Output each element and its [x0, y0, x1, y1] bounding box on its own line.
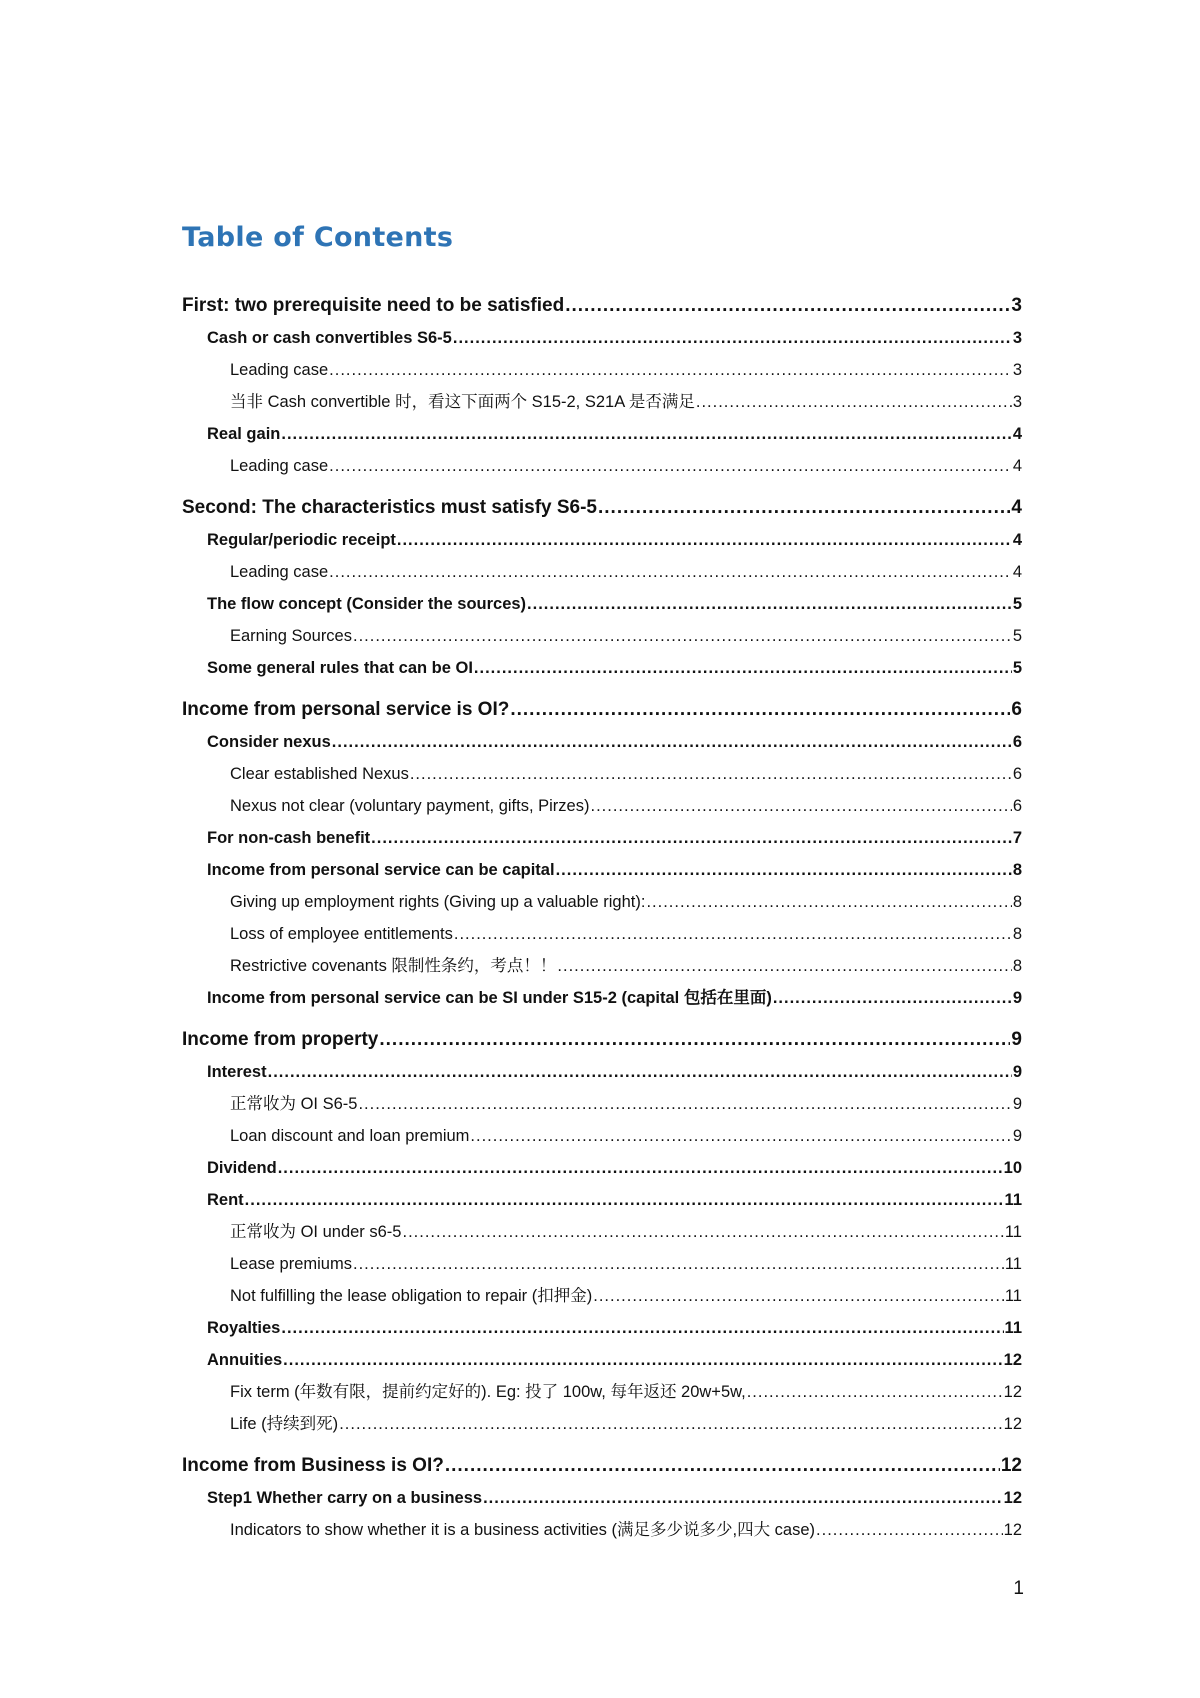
toc-dot-leader: [565, 290, 1010, 322]
toc-entry-title: Earning Sources: [230, 627, 352, 645]
toc-entry-page: 11: [1004, 1287, 1022, 1305]
toc-dot-leader: [397, 524, 1012, 556]
toc-entry-title: Life (持续到死): [230, 1415, 339, 1433]
toc-dot-leader: [353, 1248, 1004, 1280]
page-number: 1: [1013, 1578, 1024, 1599]
toc-entry-title: Cash or cash convertibles S6-5: [207, 329, 452, 347]
toc-entry-title: Income from Business is OI?: [182, 1455, 444, 1476]
toc-entry-level-2[interactable]: [182, 982, 1022, 1014]
toc-entry-level-3[interactable]: [182, 790, 1022, 822]
toc-dot-leader: [278, 1152, 1003, 1184]
toc-entry-level-1[interactable]: [182, 1450, 1022, 1482]
toc-entry-title: Nexus not clear (voluntary payment, gifts, Pirzes): [230, 797, 590, 815]
toc-dot-leader: [474, 652, 1012, 684]
toc-entry-level-2[interactable]: [182, 1152, 1022, 1184]
toc-dot-leader: [598, 492, 1010, 524]
toc-entry-title: Leading case: [230, 361, 329, 379]
toc-entry-title: Fix term (年数有限，提前约定好的). Eg: 投了 100w, 每年返还 20w+5w,: [230, 1383, 746, 1401]
toc-dot-leader: [510, 694, 1010, 726]
toc-entry-page: 7: [1012, 829, 1022, 847]
toc-entry-level-2[interactable]: [182, 1056, 1022, 1088]
toc-dot-leader: [371, 822, 1012, 854]
toc-entry-title: Giving up employment rights (Giving up a valuable right):: [230, 893, 646, 911]
table-of-contents: [182, 290, 1022, 1546]
toc-entry-title: Real gain: [207, 425, 281, 443]
toc-dot-leader: [281, 1312, 1003, 1344]
toc-entry-level-2[interactable]: [182, 1482, 1022, 1514]
toc-entry-page: 9: [1012, 989, 1022, 1007]
toc-dot-leader: [339, 1408, 1002, 1440]
toc-entry-title: 正常收为 OI under s6-5: [230, 1223, 402, 1241]
toc-dot-leader: [281, 418, 1011, 450]
toc-entry-level-3[interactable]: [182, 556, 1022, 588]
toc-entry-page: 12: [1000, 1455, 1022, 1476]
toc-dot-leader: [402, 1216, 1003, 1248]
toc-entry-level-1[interactable]: [182, 1024, 1022, 1056]
toc-entry-page: 9: [1012, 1127, 1022, 1145]
toc-entry-page: 4: [1012, 531, 1022, 549]
toc-entry-level-3[interactable]: [182, 1408, 1022, 1440]
toc-dot-leader: [590, 790, 1011, 822]
toc-entry-level-3[interactable]: [182, 1088, 1022, 1120]
toc-entry-title: The flow concept (Consider the sources): [207, 595, 527, 613]
toc-entry-title: Leading case: [230, 457, 329, 475]
toc-entry-page: 6: [1012, 797, 1022, 815]
toc-entry-title: Dividend: [207, 1159, 277, 1177]
toc-entry-page: 9: [1011, 1029, 1022, 1050]
toc-dot-leader: [379, 1024, 1010, 1056]
toc-entry-page: 11: [1004, 1191, 1022, 1209]
toc-entry-page: 11: [1004, 1223, 1022, 1241]
toc-entry-page: 4: [1012, 457, 1022, 475]
toc-dot-leader: [353, 620, 1012, 652]
toc-dot-leader: [358, 1088, 1011, 1120]
toc-entry-page: 11: [1004, 1319, 1022, 1337]
toc-entry-title: Consider nexus: [207, 733, 331, 751]
toc-entry-page: 5: [1012, 627, 1022, 645]
toc-entry-level-2[interactable]: [182, 652, 1022, 684]
toc-dot-leader: [410, 758, 1012, 790]
toc-entry-level-3[interactable]: [182, 1514, 1022, 1546]
toc-entry-title: Second: The characteristics must satisfy S6-5: [182, 497, 597, 518]
toc-entry-title: Income from personal service can be capital: [207, 861, 555, 879]
toc-dot-leader: [483, 1482, 1003, 1514]
toc-dot-leader: [646, 886, 1011, 918]
toc-entry-page: 4: [1012, 563, 1022, 581]
toc-entry-page: 9: [1012, 1095, 1022, 1113]
toc-entry-page: 5: [1012, 659, 1022, 677]
toc-entry-page: 8: [1012, 957, 1022, 975]
toc-entry-level-2[interactable]: [182, 1184, 1022, 1216]
toc-entry-level-3[interactable]: [182, 950, 1022, 982]
toc-entry-level-3[interactable]: [182, 450, 1022, 482]
toc-entry-title: For non-cash benefit: [207, 829, 371, 847]
toc-entry-page: 4: [1011, 497, 1022, 518]
toc-entry-page: 3: [1012, 393, 1022, 411]
toc-entry-level-1[interactable]: [182, 290, 1022, 322]
toc-entry-page: 8: [1012, 925, 1022, 943]
toc-entry-page: 3: [1011, 295, 1022, 316]
toc-entry-level-2[interactable]: [182, 524, 1022, 556]
toc-entry-level-3[interactable]: [182, 758, 1022, 790]
toc-entry-title: Clear established Nexus: [230, 765, 409, 783]
toc-dot-leader: [773, 982, 1012, 1014]
toc-entry-level-3[interactable]: [182, 918, 1022, 950]
toc-entry-page: 10: [1003, 1159, 1022, 1177]
toc-entry-page: 4: [1012, 425, 1022, 443]
toc-dot-leader: [329, 354, 1012, 386]
toc-entry-level-2[interactable]: [182, 418, 1022, 450]
toc-dot-leader: [268, 1056, 1012, 1088]
toc-entry-page: 12: [1003, 1383, 1022, 1401]
toc-entry-level-2[interactable]: [182, 322, 1022, 354]
toc-dot-leader: [696, 386, 1012, 418]
toc-entry-page: 6: [1012, 765, 1022, 783]
toc-dot-leader: [245, 1184, 1004, 1216]
toc-entry-level-1[interactable]: [182, 694, 1022, 726]
toc-entry-level-3[interactable]: [182, 1120, 1022, 1152]
toc-entry-page: 3: [1012, 361, 1022, 379]
toc-dot-leader: [329, 450, 1012, 482]
toc-entry-page: 12: [1003, 1521, 1022, 1539]
toc-entry-page: 8: [1012, 861, 1022, 879]
toc-entry-page: 12: [1003, 1489, 1022, 1507]
toc-dot-leader: [329, 556, 1012, 588]
toc-entry-page: 12: [1003, 1351, 1022, 1369]
toc-entry-level-3[interactable]: [182, 620, 1022, 652]
toc-entry-level-2[interactable]: [182, 588, 1022, 620]
toc-entry-title: Lease premiums: [230, 1255, 352, 1273]
toc-entry-level-2[interactable]: [182, 822, 1022, 854]
toc-title: Table of Contents: [182, 222, 454, 253]
toc-entry-level-3[interactable]: [182, 1216, 1022, 1248]
toc-entry-title: 当非 Cash convertible 时，看这下面两个 S15-2, S21A 是否满足: [230, 393, 695, 411]
toc-entry-page: 12: [1003, 1415, 1022, 1433]
toc-entry-title: Loan discount and loan premium: [230, 1127, 470, 1145]
toc-entry-level-2[interactable]: [182, 1344, 1022, 1376]
toc-dot-leader: [283, 1344, 1002, 1376]
toc-entry-title: Not fulfilling the lease obligation to repair (扣押金): [230, 1287, 593, 1305]
toc-entry-title: First: two prerequisite need to be satisfied: [182, 295, 565, 316]
toc-entry-level-3[interactable]: [182, 354, 1022, 386]
toc-entry-page: 6: [1011, 699, 1022, 720]
toc-entry-title: Income from property: [182, 1029, 379, 1050]
toc-entry-level-3[interactable]: [182, 1280, 1022, 1312]
toc-entry-level-3[interactable]: [182, 1376, 1022, 1408]
toc-entry-level-2[interactable]: [182, 726, 1022, 758]
toc-dot-leader: [453, 322, 1012, 354]
toc-entry-level-3[interactable]: [182, 1248, 1022, 1280]
toc-entry-level-2[interactable]: [182, 1312, 1022, 1344]
toc-dot-leader: [445, 1450, 1000, 1482]
toc-entry-title: Interest: [207, 1063, 267, 1081]
toc-entry-page: 9: [1012, 1063, 1022, 1081]
toc-dot-leader: [816, 1514, 1003, 1546]
toc-entry-level-3[interactable]: [182, 886, 1022, 918]
toc-entry-title: Annuities: [207, 1351, 283, 1369]
toc-entry-level-2[interactable]: [182, 854, 1022, 886]
toc-entry-title: Some general rules that can be OI: [207, 659, 473, 677]
toc-entry-title: Income from personal service is OI?: [182, 699, 510, 720]
toc-dot-leader: [454, 918, 1012, 950]
toc-dot-leader: [332, 726, 1012, 758]
toc-entry-title: Loss of employee entitlements: [230, 925, 453, 943]
toc-entry-page: 6: [1012, 733, 1022, 751]
toc-dot-leader: [556, 854, 1012, 886]
toc-entry-title: Income from personal service can be SI under S15-2 (capital 包括在里面): [207, 989, 772, 1007]
toc-dot-leader: [470, 1120, 1011, 1152]
toc-entry-title: Royalties: [207, 1319, 281, 1337]
toc-entry-title: Indicators to show whether it is a business activities (满足多少说多少,四大 case): [230, 1521, 816, 1539]
toc-entry-page: 8: [1012, 893, 1022, 911]
toc-entry-level-3[interactable]: [182, 386, 1022, 418]
toc-entry-title: 正常收为 OI S6-5: [230, 1095, 358, 1113]
toc-dot-leader: [593, 1280, 1004, 1312]
toc-dot-leader: [527, 588, 1012, 620]
toc-entry-page: 11: [1004, 1255, 1022, 1273]
toc-entry-title: Leading case: [230, 563, 329, 581]
toc-entry-title: Rent: [207, 1191, 244, 1209]
toc-entry-title: Step1 Whether carry on a business: [207, 1489, 483, 1507]
toc-dot-leader: [557, 950, 1011, 982]
toc-entry-page: 3: [1012, 329, 1022, 347]
toc-entry-title: Restrictive covenants 限制性条约，考点！！: [230, 957, 557, 975]
toc-dot-leader: [747, 1376, 1003, 1408]
toc-entry-title: Regular/periodic receipt: [207, 531, 396, 549]
toc-entry-page: 5: [1012, 595, 1022, 613]
toc-entry-level-1[interactable]: [182, 492, 1022, 524]
